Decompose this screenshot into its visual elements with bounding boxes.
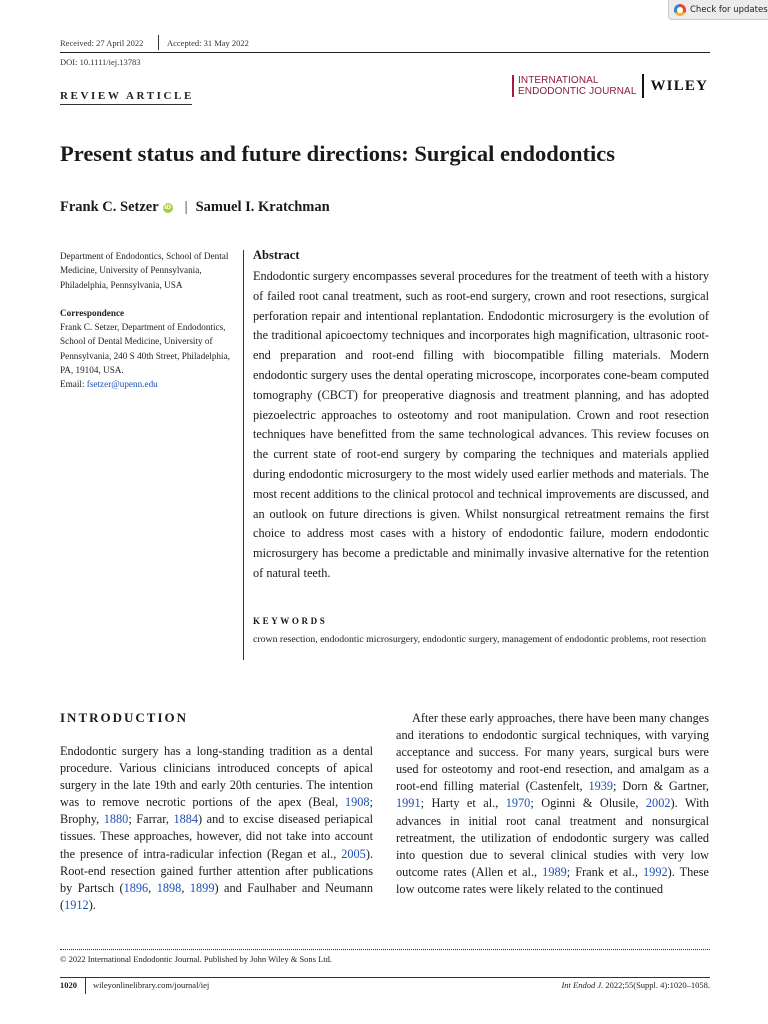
received-date: Received: 27 April 2022 [60, 38, 144, 48]
footer-separator [85, 978, 86, 994]
journal-name-line2: ENDODONTIC JOURNAL [518, 86, 637, 97]
citation-link[interactable]: 1884 [173, 812, 199, 827]
page-number: 1020 [60, 980, 77, 990]
email-line: Email: fsetzer@upenn.edu [60, 379, 158, 390]
citation-link[interactable]: 2002 [645, 796, 671, 811]
journal-logo-bar [512, 75, 514, 97]
journal-logo[interactable] [512, 74, 708, 98]
intro-paragraph-1: Endodontic surgery has a long-standing tradition as a dental procedure. Various clinicians introduced concepts of apical surgery in the late 19th and early 20th centuries. The intention was to remove necrotic portions of the apex (Beal, 1908; Brophy, 1880; Farrar, 1884) and to excise diseased periapical tissues. These approaches, however, did not take into account the presence of intra-radicular infection (Regan et al., 2005). Root-end resection gained further attention after publications by Partsch (1896, 1898, 1899) and Faulhaber and Neumann (1912). [60, 744, 373, 912]
citation-link[interactable]: 1898 [156, 880, 182, 895]
publisher-logo: WILEY [650, 77, 709, 94]
header-rule [60, 52, 710, 53]
citation-link[interactable]: 1899 [189, 880, 215, 895]
email-link[interactable]: fsetzer@upenn.edu [86, 379, 158, 390]
citation-link[interactable]: 1989 [542, 864, 567, 879]
citation-link[interactable]: 1992 [643, 864, 668, 879]
footer-rule [60, 977, 710, 978]
article-type-underline [60, 104, 192, 105]
check-for-updates-label: Check for updates [690, 4, 768, 15]
author-kratchman[interactable]: Samuel I. Kratchman [195, 199, 330, 215]
journal-name-line1: INTERNATIONAL [518, 75, 599, 86]
article-title: Present status and future directions: Surgical endodontics [60, 141, 616, 166]
article-type: REVIEW ARTICLE [60, 90, 194, 102]
header-separator [158, 35, 159, 50]
author-list [60, 199, 330, 216]
citation-link[interactable]: 1970 [505, 796, 531, 811]
footer-dotted-rule [60, 949, 710, 950]
journal-url[interactable]: wileyonlinelibrary.com/journal/iej [93, 980, 210, 990]
correspondence-text: Frank C. Setzer, Department of Endodontics, School of Dental Medicine, University of Pennsylvania, 240 S 40th Street, Philadelphia, PA, 19104, USA. [60, 322, 230, 376]
journal-citation: Int Endod J. 2022;55(Suppl. 4):1020–1058. [561, 980, 710, 990]
introduction-heading: INTRODUCTION [60, 710, 189, 725]
affiliation-text: Department of Endodontics, School of Dental Medicine, University of Pennsylvania, Philadelphia, Pennsylvania, USA [60, 251, 229, 290]
accepted-date: Accepted: 31 May 2022 [167, 38, 249, 48]
check-for-updates-button[interactable] [668, 0, 768, 20]
doi[interactable]: DOI: 10.1111/iej.13783 [60, 57, 141, 67]
abstract-text: Endodontic surgery encompasses several procedures for the treatment of teeth with a history of failed root canal treatment, such as root-end surgery, crown and root resections, surgical perforation repair and intentional replantation. Endodontic microsurgery is the evolution of the traditional apicoectomy techniques and incorporates high magnification, ultrasonic root-end preparation and root-end filling with biocompatible filling materials. Modern endodontic surgery uses the dental operating microscope, incorporates cone-beam computed tomography (CBCT) for preoperative diagnosis and treatment planning, and has adopted piezoelectric approaches to osteotomy and root manipulation. Crown and root resection techniques have benefitted from the same technological advances. This review focuses on the current state of root-end surgery by comparing the techniques and materials applied during endodontic microsurgery to the most widely used earlier methods and materials. The most recent additions to the clinical protocol and technical improvements are discussed, and an outlook on future directions is given. Whilst nonsurgical retreatment remains the first choice to address most cases with a history of endodontic failure, modern endodontic microsurgery has become a predictable and minimally invasive alternative for the retention of natural teeth. [253, 269, 709, 580]
intro-paragraph-2: After these early approaches, there have been many changes and iterations to endodontic surgical techniques, with varying acceptance and success. For many years, surgical burs were used for osteotomy and root-end resection, and amalgam as a root-end filling material (Castenfelt, 1939; Dorn & Gartner, 1991; Harty et al., 1970; Oginni & Olusile, 2002). With advances in initial root canal treatment and nonsurgical retreatment, the utilization of endodontic surgery was called into question due to several clinical studies with very low outcome rates (Allen et al., 1989; Frank et al., 1992). These low outcome rates were likely related to the continued [396, 711, 709, 896]
crossmark-icon [674, 4, 686, 16]
copyright-notice: © 2022 International Endodontic Journal. Published by John Wiley & Sons Ltd. [60, 954, 333, 964]
publisher-separator [642, 74, 644, 98]
citation-link[interactable]: 1896 [123, 880, 149, 895]
citation-link[interactable]: 2005 [341, 846, 366, 861]
citation-link[interactable]: 1939 [588, 779, 614, 794]
keywords-text: crown resection, endodontic microsurgery, endodontic surgery, management of endodontic problems, root resection [253, 634, 706, 645]
affiliation-block [60, 249, 238, 392]
citation-link[interactable]: 1880 [103, 812, 129, 827]
abstract-heading: Abstract [253, 248, 300, 262]
correspondence-heading: Correspondence [60, 307, 125, 318]
citation-link[interactable]: 1991 [396, 796, 421, 811]
author-separator: | [184, 199, 188, 215]
keywords-heading: KEYWORDS [253, 616, 328, 626]
abstract-rule [243, 250, 244, 660]
citation-link[interactable]: 1908 [344, 795, 370, 810]
citation-link[interactable]: 1912 [64, 897, 89, 912]
author-setzer[interactable]: Frank C. Setzer [60, 199, 159, 215]
orcid-icon[interactable]: iD [164, 203, 172, 211]
